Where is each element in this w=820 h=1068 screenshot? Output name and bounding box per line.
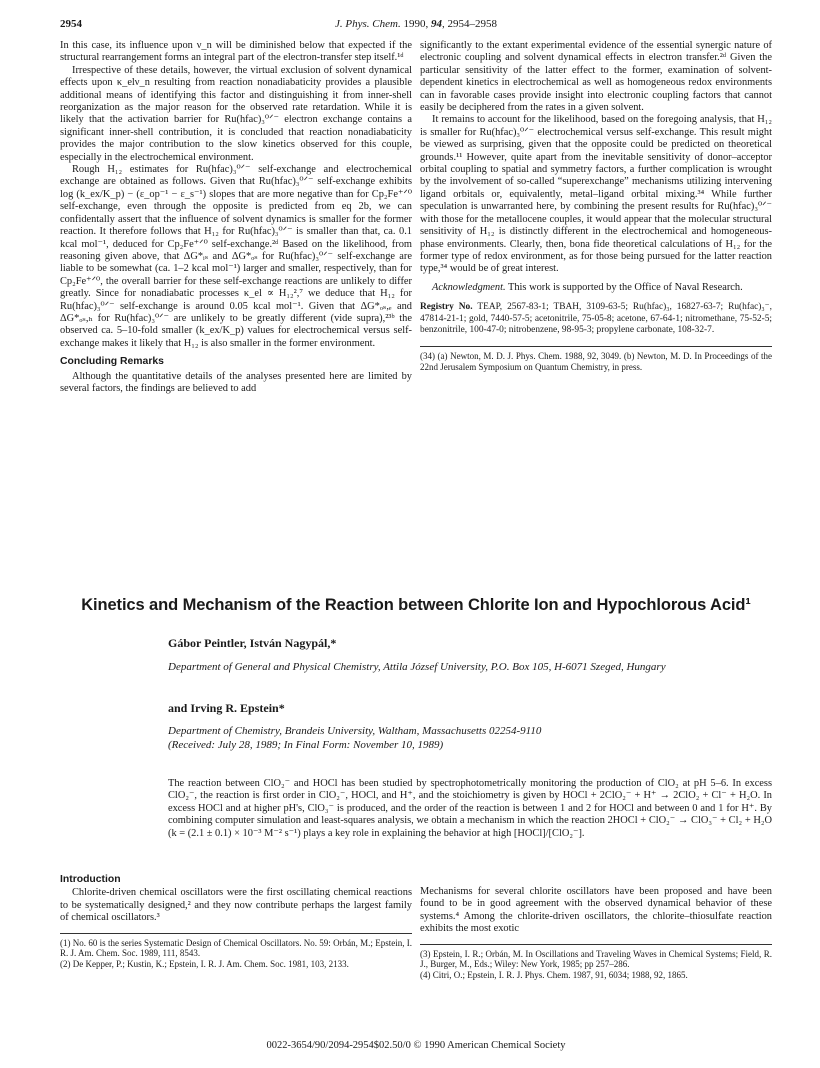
section-heading-concluding: Concluding Remarks: [60, 356, 164, 368]
footnote: (2) De Kepper, P.; Kustin, K.; Epstein, I. R. J. Am. Chem. Soc. 1981, 103, 2133.: [60, 958, 349, 969]
intro-left-column: [60, 874, 412, 969]
authors-secondary: and Irving R. Epstein*: [168, 701, 285, 715]
prev-article-right-column: [420, 40, 772, 373]
registry-numbers: [420, 302, 772, 336]
registry-label: Registry No.: [420, 302, 473, 313]
affiliation-address: Department of Chemistry, Brandeis University, Waltham, Massachusetts 02254-9110: [168, 725, 542, 737]
footnote: (4) Citri, O.; Epstein, I. R. J. Phys. Chem. 1987, 91, 6034; 1988, 92, 1865.: [420, 969, 688, 980]
received-dates: (Received: July 28, 1989; In Final Form: November 10, 1989): [168, 738, 444, 751]
acknowledgment-label: Acknowledgment.: [432, 281, 506, 293]
footnote: (34) (a) Newton, M. D. J. Phys. Chem. 1988, 92, 3049. (b) Newton, M. D. In Proceedings of the 22nd Jerusalem Symposium on Quantum Chemistry, in press.: [420, 351, 772, 372]
paragraph: significantly to the extant experimental evidence of the essential synergic nature of electronic coupling and solvent dynamical effects in electron transfer.²ᵈ Given the particular sensitivity of the latter effect to the former, examination of solvent-dependent kinetics in electrochemical as well as homogeneous redox environments can in favorable cases provide insight into electronic coupling factors that cannot easily be deciphered from the rates in a given solvent.: [420, 40, 772, 114]
authors-primary: Gábor Peintler, István Nagypál,*: [168, 636, 337, 650]
section-heading-introduction: Introduction: [60, 874, 121, 885]
journal-pages: 2954–2958: [447, 18, 497, 30]
paragraph: In this case, its influence upon ν_n will be diminished below that expected if the structural rearrangement forms an integral part of the electron-transfer step itself.¹ᵈ: [60, 40, 412, 64]
registry-text: TEAP, 2567-83-1; TBAH, 3109-63-5; Ru(hfac)₃, 16827-63-7; Ru(hfac)₃⁻, 47814-21-1; gold, 7440-57-5; acetonitrile, 75-05-8; acetone, 67-64-1; nitromethane, 75-52-5; benzonitrile, 100-47-0; nitrobenzene, 98-95-3; propylene carbonate, 108-32-7.: [420, 302, 772, 335]
paragraph: Chlorite-driven chemical oscillators were the first oscillating chemical reactions to be systematically designed,² and they now contribute perhaps the largest family of chemical oscillators.³: [60, 887, 412, 924]
affiliation-secondary: [168, 725, 748, 752]
journal-name: J. Phys. Chem.: [335, 18, 401, 30]
paragraph: Although the quantitative details of the analyses presented here are limited by several factors, the findings are believed to add: [60, 370, 412, 394]
copyright-footer: 0022-3654/90/2094-2954$02.50/0 © 1990 American Chemical Society: [266, 1040, 566, 1051]
footnote-divider: [60, 933, 412, 934]
footnote-divider: [420, 944, 772, 945]
footnote: (3) Epstein, I. R.; Orbán, M. In Oscillations and Traveling Waves in Chemical Systems; Field, R. J., Burger, M., Eds.; Wiley: New York, 1985; pp 257–286.: [420, 948, 772, 970]
prev-article-left-column: [60, 40, 412, 395]
paragraph: Mechanisms for several chlorite oscillators have been proposed and have been found to be in good agreement with the observed dynamical behavior of these systems.⁴ Among the chlorite-driven oscillators, the chlorite–thiosulfate reaction exhibits the most exotic: [420, 886, 772, 935]
affiliation-primary: Department of General and Physical Chemistry, Attila József University, P.O. Box 105, H-6071 Szeged, Hungary: [168, 661, 666, 673]
page-number: 2954: [60, 18, 82, 30]
footnote-divider: [420, 346, 772, 347]
intro-right-column: [420, 886, 772, 980]
journal-citation: J. Phys. Chem. 1990, 94, 2954–2958: [335, 18, 497, 30]
acknowledgment: [420, 282, 772, 294]
paragraph: It remains to account for the likelihood, based on the foregoing analysis, that H₁₂ is smaller for Ru(hfac)₃⁰ᐟ⁻ electrochemical versus self-exchange. This result might be viewed as surprising, given that the opposite could be predicted on theoretical grounds.¹¹ However, quite apart from the inevitable sensitivity of donor–acceptor orbital coupling to spatial and symmetry factors, a further complication is wrought by the involvement of so-called “superexchange” mechanisms utilizing intervening ligand orbitals or, equivalently, metal–ligand orbital mixing.³⁴ While further speculation is unwarranted here, by combining the present results for Ru(hfac)₃⁰ᐟ⁻ with those for the metallocene couples, it would appear that the molecular structural sensitivity of H₁₂ is distinctly different in the electrochemical and homogeneous-phase environments. Clearly, then, bona fide theoretical calculations of H₁₂ for the former type of redox environment, as for those being pursued for the latter reaction type,³⁴ would be of great interest.: [420, 114, 772, 275]
paragraph: Irrespective of these details, however, the virtual exclusion of solvent dynamical effects upon κ_elν_n resulting from reaction nonadiabaticity provides a plausible additional means of identifying this factor and distinguishing it from inner-shell reorganization as the major reason for the observed rate retardation. While it is likely that the activation barrier for Ru(hfac)₃⁰ᐟ⁻ electron exchange contains a significant inner-shell contribution, it is concluded that reaction nonadiabaticity provides the major contribution to the slow kinetics observed for this couple, especially in the electrochemical environment.: [60, 64, 412, 163]
footnote: (1) No. 60 is the series Systematic Design of Chemical Oscillators. No. 59: Orbán, M.; Epstein, I. R. J. Am. Chem. Soc. 1989, 111, 8543.: [60, 937, 412, 959]
journal-volume: 94: [430, 18, 442, 30]
journal-year: 1990: [403, 18, 426, 30]
acknowledgment-text: This work is supported by the Office of Naval Research.: [508, 281, 743, 293]
running-header: [60, 18, 772, 36]
abstract: The reaction between ClO₂⁻ and HOCl has been studied by spectrophotometrically monitoring the production of ClO₂ at pH 5–6. In excess ClO₂⁻, the reaction is first order in ClO₂⁻, HOCl, and H⁺, and the stoichiometry is given by HOCl + 2ClO₂⁻ + H⁺ → 2ClO₂ + Cl⁻ + H₂O. In excess HOCl and at higher pH's, ClO₃⁻ is produced, and the order of the reaction is between 1 and 2 for HOCl and between 0 and 1 for H⁺. By combining computer simulation and least-squares analysis, we obtain a mechanism in which the reaction 2HOCl + ClO₂⁻ → ClO₃⁻ + Cl₂ + H₂O (k = (2.1 ± 0.1) × 10⁻³ M⁻² s⁻¹) plays a key role in explaining the behavior at high [HOCl]/[ClO₂⁻].: [168, 778, 772, 839]
paragraph: Rough H₁₂ estimates for Ru(hfac)₃⁰ᐟ⁻ self-exchange and electrochemical exchange are obtained as follows. Given that Ru(hfac)₃⁰ᐟ⁻ self-exchange exhibits log (k_ex/K_p) − (ε_op⁻¹ − ε_s⁻¹) slopes that are more negative than for Cp₂Fe⁺ᐟ⁰ self-exchange, even through the opposite is predicted from eq 2b, we can confidentally assert that the influence of solvent dynamics is smaller for the former reaction. It therefore follows that H₁₂ for Ru(hfac)₃⁰ᐟ⁻ is smaller than that, ca. 0.1 kcal mol⁻¹, deduced for Cp₂Fe⁺ᐟ⁰ self-exchange.²ᵈ Based on the likelihood, from reasoning given above, that ΔG*ᵢₛ and ΔG*ₒₛ for Ru(hfac)₃⁰ᐟ⁻ self-exchange are liable to be somewhat (ca. 1–2 kcal mol⁻¹) larger and smaller, respectively, than for Cp₂Fe⁺ᐟ⁰, the overall barrier for these self-exchange reactions are unlikely to differ greatly. Since for nonadiabatic processes κ_el ∝ H₁₂²,⁷ we deduce that H₁₂ for Ru(hfac)₃⁰ᐟ⁻ self-exchange is around 0.05 kcal mol⁻¹. Given that ΔG*ₒₛ,ₑ and ΔG*ₒₛ,ₕ for Ru(hfac)₃⁰ᐟ⁻ are unlikely to be greatly different (vide supra),²³ᵇ the observed ca. 5–10-fold smaller (k_ex/K_p) values for electrochemical versus self-exchange makes it likely that H₁₂ is also smaller in the former environment.: [60, 164, 412, 349]
article-title: Kinetics and Mechanism of the Reaction between Chlorite Ion and Hypochlorous Acid¹: [81, 596, 751, 614]
